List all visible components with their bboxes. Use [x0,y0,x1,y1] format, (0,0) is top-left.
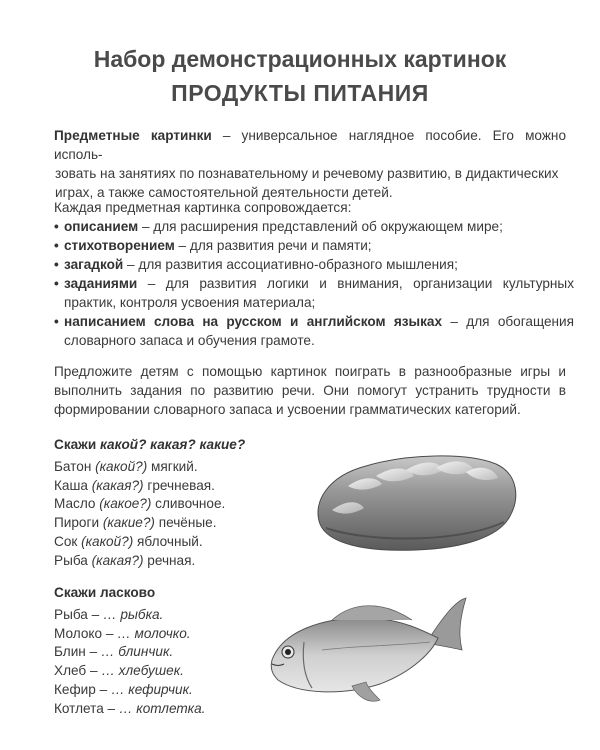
section-heading-diminutives: Скажи ласково [54,585,156,600]
list-item: Котлета – … котлетка. [54,700,206,716]
intro-text-2: зовать на занятиях по познавательному и речевому развитию, в дидактических [55,166,559,181]
section-heading-adjectives: Скажи какой? какая? какие? [54,437,246,452]
fish-image [262,590,472,710]
list-intro: Каждая предметная картинка сопровождается: [54,200,352,215]
intro-bold: Предметные картинки [54,128,212,143]
feature-item: • загадкой – для развития ассоциативно-образного мышления; [54,255,574,274]
list-item: Батон (какой?) мягкий. [54,459,198,474]
list-item: Сок (какой?) яблочный. [54,533,203,549]
intro-paragraph [54,126,566,202]
list-item: Рыба – … рыбка. [54,607,164,622]
list-item: Каша (какая?) гречневая. [54,477,215,493]
list-item: Масло (какое?) сливочное. [54,496,226,512]
intro-text-1: – универсальное наглядное пособие. Его можно исполь- [54,128,567,162]
list-item: Блин – … блинчик. [54,644,174,660]
page-subtitle: ПРОДУКТЫ ПИТАНИЯ [171,80,429,106]
page-title: Набор демонстрационных картинок [93,46,507,72]
feature-item: • описанием – для расширения представлений об окружающем мире; [54,217,574,236]
list-item: Хлеб – … хлебушек. [54,663,184,679]
list-item: Пироги (какие?) печёные. [54,515,217,531]
adjective-examples [54,458,225,570]
list-item: Рыба (какая?) речная. [54,552,196,568]
list-item: Кефир – … кефирчик. [54,681,193,697]
feature-item: • стихотворением – для развития речи и памяти; [54,236,574,255]
list-item: Молоко – … молочко. [54,625,191,641]
intro-text-3: играх, а также самостоятельной деятельности детей. [55,185,393,200]
diminutive-examples [54,606,205,718]
feature-list [54,217,574,350]
bread-loaf-image [306,446,522,556]
feature-item: • заданиями – для развития логики и внимания, организации культурных практик, контроля усвоения материала; [54,274,574,312]
feature-item: • написанием слова на русском и английском языках – для обогащения словарного запаса и обучения грамоте. [54,312,574,350]
offer-paragraph: Предложите детям с помощью картинок поиграть в разнообразные игры и выполнить задания по развитию речи. Они помогут устранить трудности в формировании словарного запаса и усвоении грамматических категорий. [54,364,566,417]
